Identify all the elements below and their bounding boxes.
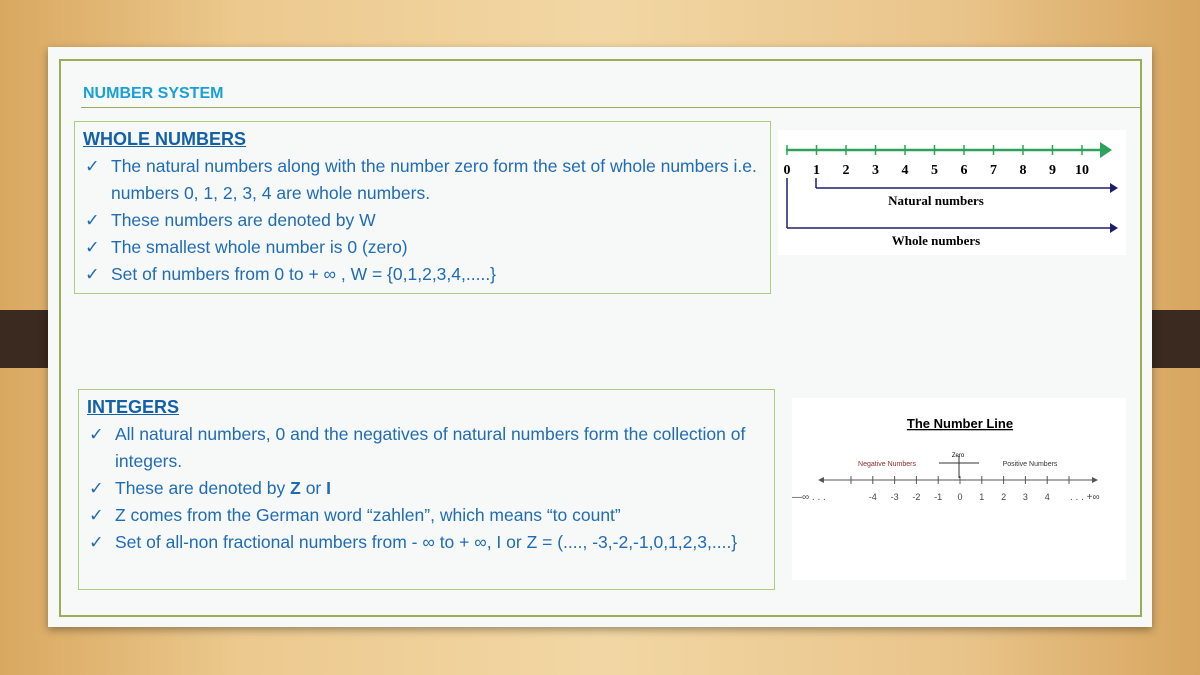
number-line-figure bbox=[792, 398, 1126, 580]
list-item: ✓ Set of numbers from 0 to + ∞ , W = {0,1,2,3,4,.....} bbox=[83, 261, 762, 288]
tick-label: 4 bbox=[901, 163, 909, 178]
positive-label: Positive Numbers bbox=[1002, 461, 1058, 468]
text: These are denoted by bbox=[115, 478, 291, 498]
tick-label: 8 bbox=[1019, 163, 1027, 178]
list-item: ✓ All natural numbers, 0 and the negatives of natural numbers form the collection of integers. bbox=[87, 421, 766, 475]
symbol-z: Z bbox=[290, 478, 301, 498]
tick-label: 1 bbox=[813, 163, 820, 178]
whole-numbers-box bbox=[74, 121, 771, 294]
list-item: ✓ These numbers are denoted by W bbox=[83, 207, 762, 234]
tick-label: 0 bbox=[957, 492, 963, 502]
tick-label: 2 bbox=[842, 163, 850, 178]
tick-label: 9 bbox=[1049, 163, 1056, 178]
tick-label: 3 bbox=[1022, 492, 1028, 502]
tick-label: -1 bbox=[934, 492, 943, 502]
tick-label: 1 bbox=[979, 492, 985, 502]
negative-label: Negative Numbers bbox=[858, 461, 916, 468]
tick-label: 2 bbox=[1001, 492, 1007, 502]
list-item: ✓ The smallest whole number is 0 (zero) bbox=[83, 234, 762, 261]
list-item: ✓ Set of all-non fractional numbers from - ∞ to + ∞, I or Z = (...., -3,-2,-1,0,1,2,3,....} bbox=[87, 529, 766, 556]
whole-numbers-label: Whole numbers bbox=[891, 233, 981, 248]
symbol-i: I bbox=[326, 478, 331, 498]
title-divider bbox=[81, 107, 1141, 108]
list-item: ✓ Z comes from the German word “zahlen”, which means “to count” bbox=[87, 502, 766, 529]
tick-label: -2 bbox=[912, 492, 921, 502]
tick-label: 7 bbox=[990, 163, 997, 178]
positive-infinity: . . . +∞ bbox=[1070, 492, 1100, 503]
natural-numbers-label: Natural numbers bbox=[888, 193, 984, 208]
list-item bbox=[87, 475, 766, 502]
text: or bbox=[300, 478, 327, 498]
zero-label: Zero bbox=[951, 453, 965, 459]
whole-numbers-figure bbox=[778, 130, 1126, 255]
tick-label: 5 bbox=[931, 163, 938, 178]
tick-label: 3 bbox=[872, 163, 879, 178]
integers-box bbox=[78, 389, 775, 590]
number-line-title: The Number Line bbox=[906, 416, 1014, 431]
tick-label: 6 bbox=[960, 163, 968, 178]
tick-label: 0 bbox=[783, 163, 791, 178]
tick-label: -3 bbox=[890, 492, 899, 502]
slide-title: NUMBER SYSTEM bbox=[83, 85, 224, 102]
integers-heading: INTEGERS bbox=[87, 397, 180, 417]
tick-label: -4 bbox=[868, 492, 877, 502]
tick-label: 4 bbox=[1044, 492, 1050, 502]
whole-numbers-heading: WHOLE NUMBERS bbox=[83, 129, 246, 149]
list-item: ✓ The natural numbers along with the number zero form the set of whole numbers i.e. numbers 0, 1, 2, 3, 4 are whole numbers. bbox=[83, 153, 762, 207]
negative-infinity: —∞ . . . bbox=[792, 492, 826, 503]
tick-label: 10 bbox=[1075, 163, 1089, 178]
